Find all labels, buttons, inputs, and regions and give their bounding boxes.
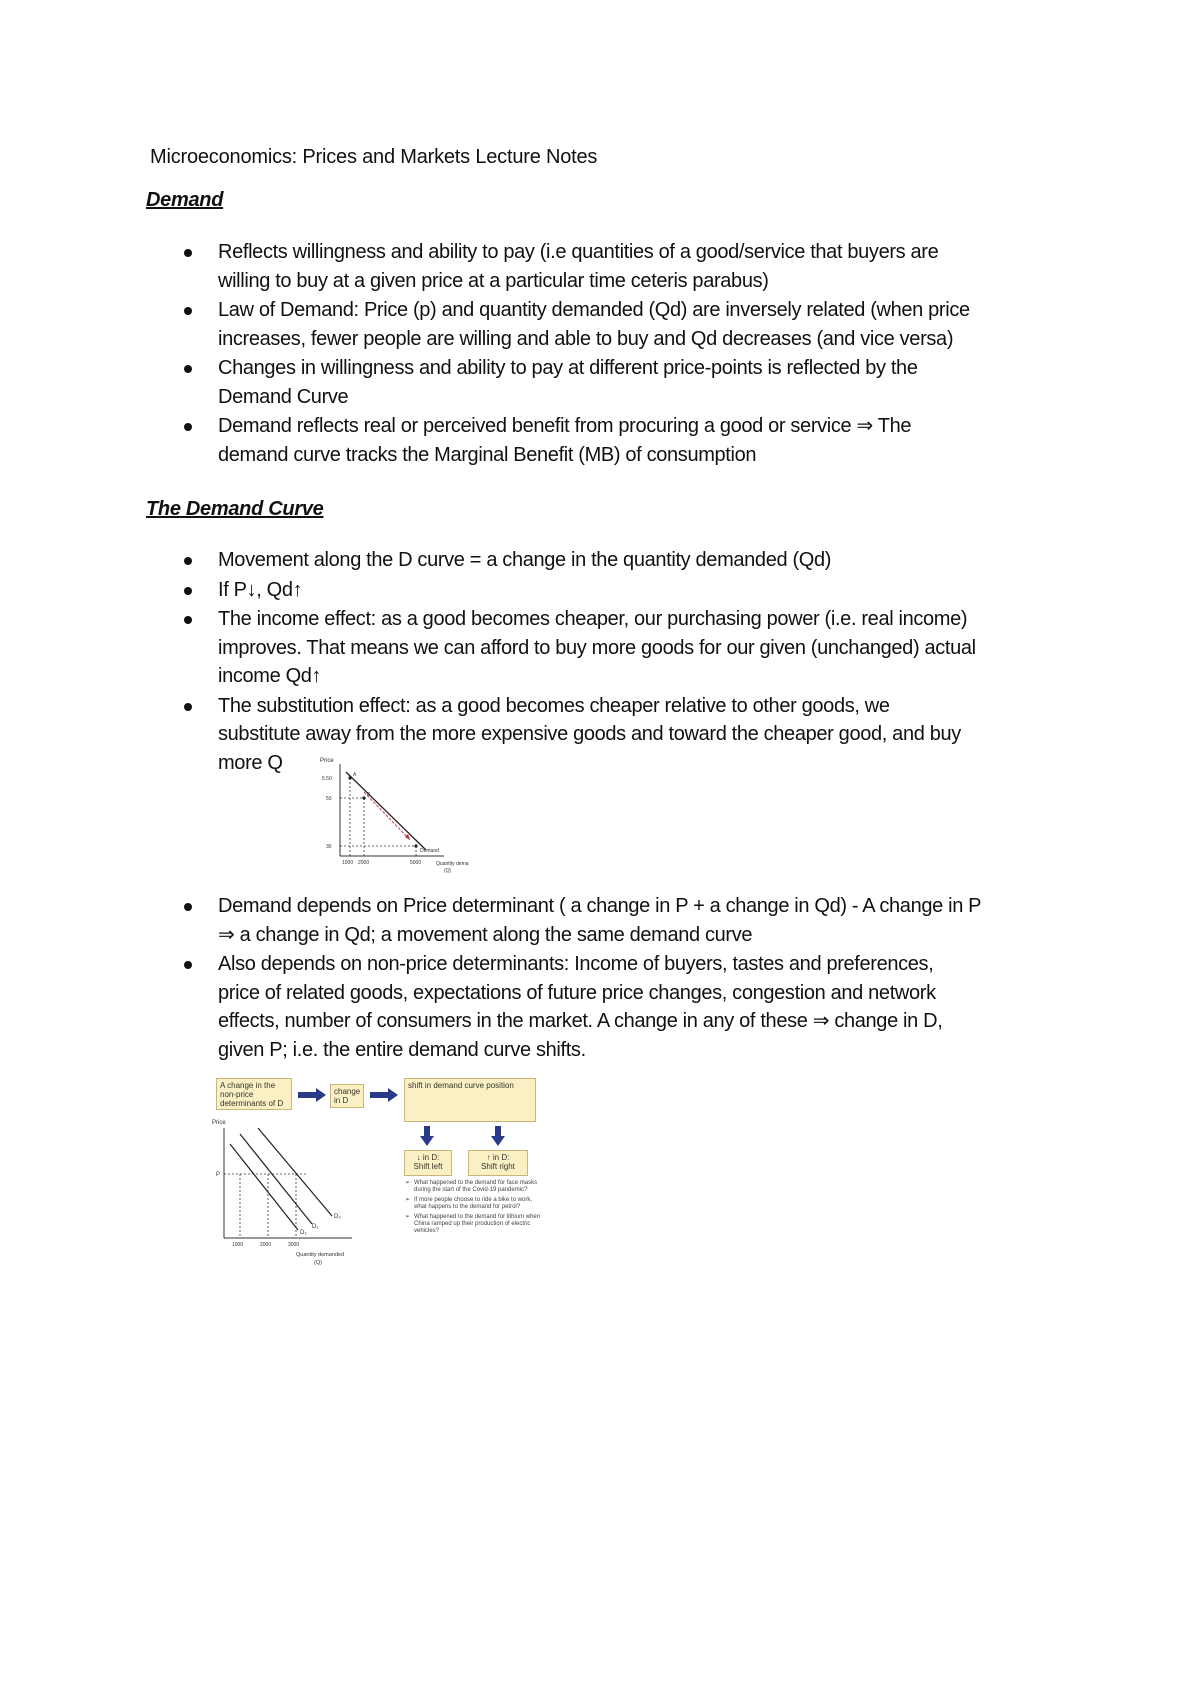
list-item: Changes in willingness and ability to pay at different price-points is reflected by the Demand Curve — [176, 354, 1076, 411]
list-item: Demand depends on Price determinant ( a change in P + a change in Qd) - A change in P ⇒ a change in Qd; a movement along the same demand curve — [176, 892, 1076, 949]
fig2-x-tick: 1000 — [232, 1242, 244, 1248]
fig1-demand-curve — [346, 772, 426, 850]
fig1-x-axis-label: Quantity dema — [436, 861, 469, 867]
fig1-movement-arrow — [364, 792, 410, 840]
demand-curve-bullet-list — [176, 546, 1076, 778]
list-item: Reflects willingness and ability to pay (i.e quantities of a good/service that buyers are willing to buy at a given price at a particular time ceteris parabus) — [176, 238, 1076, 295]
list-item: The substitution effect: as a good becomes cheaper relative to other goods, we substitute away from the more expensive goods and toward the cheaper good, and buy more Q — [176, 692, 1076, 778]
list-item: ➢ What happened to the demand for lithium when China ramped up their production of electric vehicles? — [405, 1214, 545, 1235]
fig1-curve-label: Demand — [420, 848, 439, 854]
flow-box-change-in-d: change in D — [330, 1084, 364, 1108]
flow-box-shift-position: shift in demand curve position — [404, 1078, 536, 1122]
fig2-y-axis-label: Price — [212, 1120, 226, 1126]
fig2-question-list — [405, 1180, 545, 1238]
fig1-y-tick: 30 — [326, 844, 332, 850]
list-item: If P↓, Qd↑ — [176, 576, 1076, 605]
list-item: ➢ If more people choose to ride a bike to work, what happens to the demand for petrol? — [405, 1197, 545, 1211]
fig1-y-tick: 50 — [326, 796, 332, 802]
list-item: ➢ What happened to the demand for face masks during the start of the Covid-19 pandemic? — [405, 1180, 545, 1194]
fig1-x-tick: 5000 — [410, 860, 422, 866]
fig1-x-tick: 2000 — [358, 860, 370, 866]
section-heading-demand-curve: The Demand Curve — [146, 498, 324, 520]
flow-arrow-icon — [420, 1126, 434, 1146]
flow-box-shift-left: ↓ in D: Shift left — [404, 1150, 452, 1176]
page-title: Microeconomics: Prices and Markets Lecture Notes — [150, 146, 598, 168]
fig1-point-label: B — [367, 792, 371, 798]
section-heading-demand: Demand — [146, 189, 224, 211]
fig2-x-tick: 3000 — [288, 1242, 300, 1248]
fig1-point — [414, 844, 417, 847]
fig2-x-tick: 2000 — [260, 1242, 272, 1248]
flow-arrow-icon — [370, 1088, 398, 1102]
flow-arrow-icon — [298, 1088, 326, 1102]
fig2-x-axis-label: (Q) — [314, 1260, 322, 1266]
list-item: Law of Demand: Price (p) and quantity demanded (Qd) are inversely related (when price increases, fewer people are willing and able to buy and Qd decreases (and vice versa) — [176, 296, 1076, 353]
fig2-x-axis-label: Quantity demanded — [296, 1252, 345, 1258]
fig2-graphics — [212, 1074, 542, 1274]
fig2-y-tick: P — [216, 1172, 221, 1178]
fig2-curve-label: D₀ — [334, 1214, 341, 1220]
list-item: Demand reflects real or perceived benefit from procuring a good or service ⇒ The demand curve tracks the Marginal Benefit (MB) of consumption — [176, 412, 1076, 469]
fig1-point — [348, 776, 351, 779]
demand-shift-figure — [212, 1074, 542, 1274]
fig2-curve-label: D₂ — [300, 1230, 307, 1236]
fig1-y-axis-label: Price — [320, 758, 334, 764]
fig1-x-tick: 1000 — [342, 860, 354, 866]
list-item: Also depends on non-price determinants: Income of buyers, tastes and preferences, price of related goods, expectations of future price changes, congestion and network effects, number of consumers in the market. A change in any of these ⇒ change in D, given P; i.e. the entire demand curve shifts. — [176, 950, 1076, 1064]
list-item: The income effect: as a good becomes cheaper, our purchasing power (i.e. real income) improves. That means we can afford to buy more goods for our given (unchanged) actual income Qd↑ — [176, 605, 1076, 691]
demand-bullet-list — [176, 238, 1076, 470]
fig1-point-label: A — [353, 772, 357, 778]
fig2-curve-label: D₁ — [312, 1224, 319, 1230]
list-item: Movement along the D curve = a change in the quantity demanded (Qd) — [176, 546, 1076, 575]
fig1-point — [362, 796, 365, 799]
fig1-arrow-head — [405, 834, 410, 840]
determinants-bullet-list — [176, 892, 1076, 1065]
fig1-y-tick: 5.50 — [322, 776, 332, 782]
fig1-x-axis-label: (Q) — [444, 868, 452, 874]
flow-arrow-icon — [491, 1126, 505, 1146]
flow-box-shift-right: ↑ in D: Shift right — [468, 1150, 528, 1176]
demand-curve-figure — [312, 754, 492, 882]
flow-box-non-price-determinants: A change in the non-price determinants of D — [216, 1078, 292, 1110]
